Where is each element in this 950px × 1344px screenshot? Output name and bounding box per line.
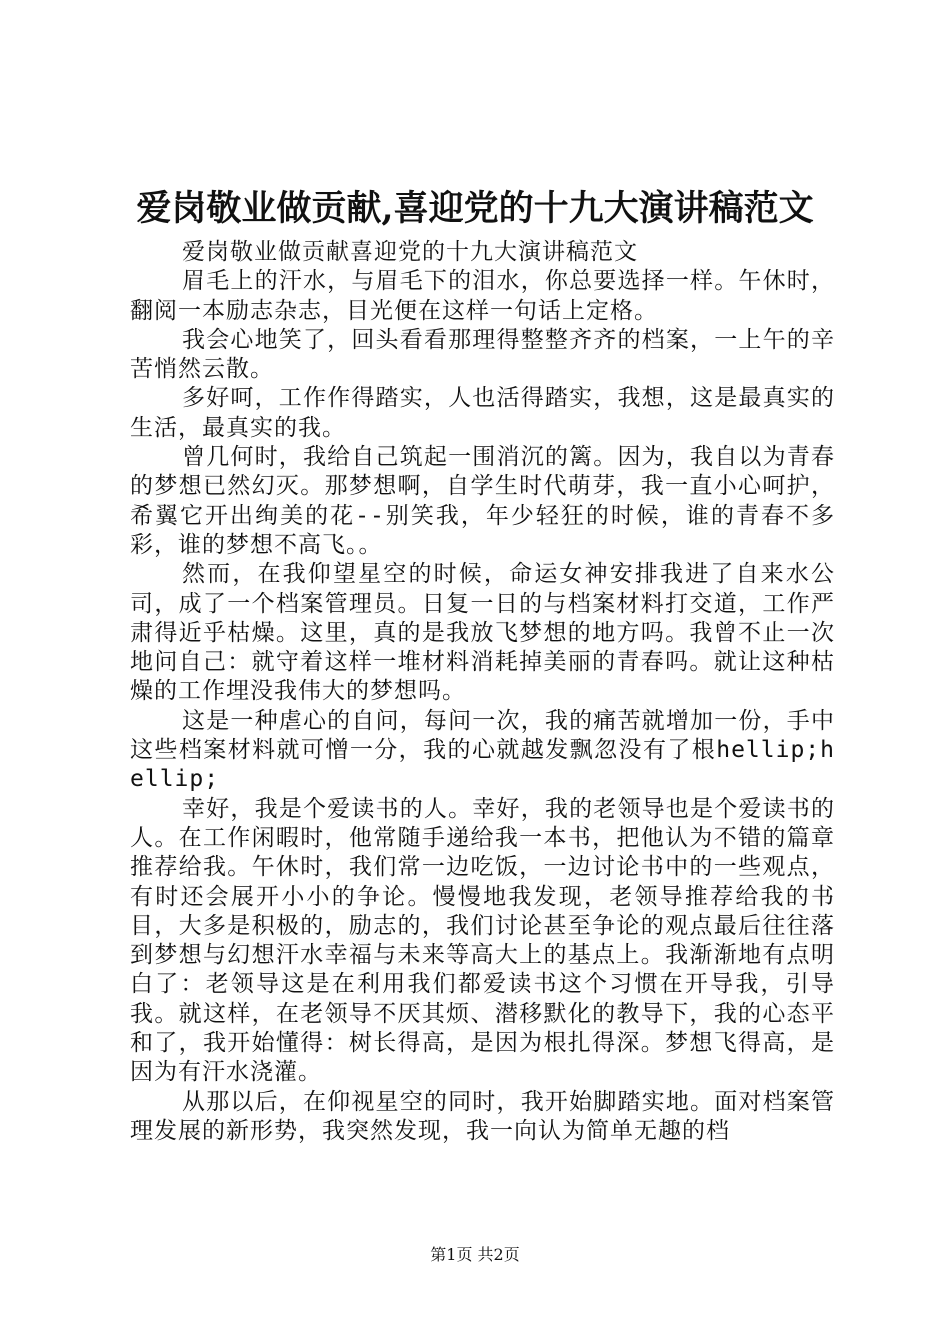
page-title: 爱岗敬业做贡献,喜迎党的十九大演讲稿范文 (136, 188, 814, 229)
paragraph: 眉毛上的汗水，与眉毛下的泪水，你总要选择一样。午休时，翻阅一本励志杂志，目光便在这样一句话上定格。 (130, 268, 835, 324)
paragraph: 多好呵，工作作得踏实，人也活得踏实，我想，这是最真实的生活，最真实的我。 (130, 385, 835, 441)
article-body (130, 238, 835, 1146)
paragraph: 然而，在我仰望星空的时候，命运女神安排我进了自来水公司，成了一个档案管理员。日复一日的与档案材料打交道，工作严肃得近乎枯燥。这里，真的是我放飞梦想的地方吗。我曾不止一次地问自己：就守着这样一堆材料消耗掉美丽的青春吗。就让这种枯燥的工作埋没我伟大的梦想吗。 (130, 561, 835, 705)
page-number-footer: 第1页 共2页 (430, 1245, 520, 1264)
paragraph: 曾几何时，我给自己筑起一围消沉的篱。因为，我自以为青春的梦想已然幻灭。那梦想啊，自学生时代萌芽，我一直小心呵护，希翼它开出绚美的花--别笑我，年少轻狂的时候，谁的青春不多彩，谁的梦想不高飞。。 (130, 444, 835, 558)
paragraph: 幸好，我是个爱读书的人。幸好，我的老领导也是个爱读书的人。在工作闲暇时，他常随手递给我一本书，把他认为不错的篇章推荐给我。午休时，我们常一边吃饭，一边讨论书中的一些观点，有时还会展开小小的争论。慢慢地我发现，老领导推荐给我的书目，大多是积极的，励志的，我们讨论甚至争论的观点最后往往落到梦想与幻想汗水幸福与未来等高大上的基点上。我渐渐地有点明白了：老领导这是在利用我们都爱读书这个习惯在开导我，引导我。就这样，在老领导不厌其烦、潜移默化的教导下，我的心态平和了，我开始懂得：树长得高，是因为根扎得深。梦想飞得高，是因为有汗水浇灌。 (130, 795, 835, 1086)
paragraph: 爱岗敬业做贡献喜迎党的十九大演讲稿范文 (182, 239, 638, 265)
paragraph: 我会心地笑了，回头看看那理得整整齐齐的档案，一上午的辛苦悄然云散。 (130, 326, 835, 383)
paragraph: 这是一种虐心的自问，每问一次，我的痛苦就增加一份，手中这些档案材料就可憎一分，我的心就越发飘忽没有了根hellip;hellip; (130, 707, 835, 793)
paragraph: 从那以后，在仰视星空的同时，我开始脚踏实地。面对档案管理发展的新形势，我突然发现，我一向认为简单无趣的档 (130, 1088, 835, 1144)
